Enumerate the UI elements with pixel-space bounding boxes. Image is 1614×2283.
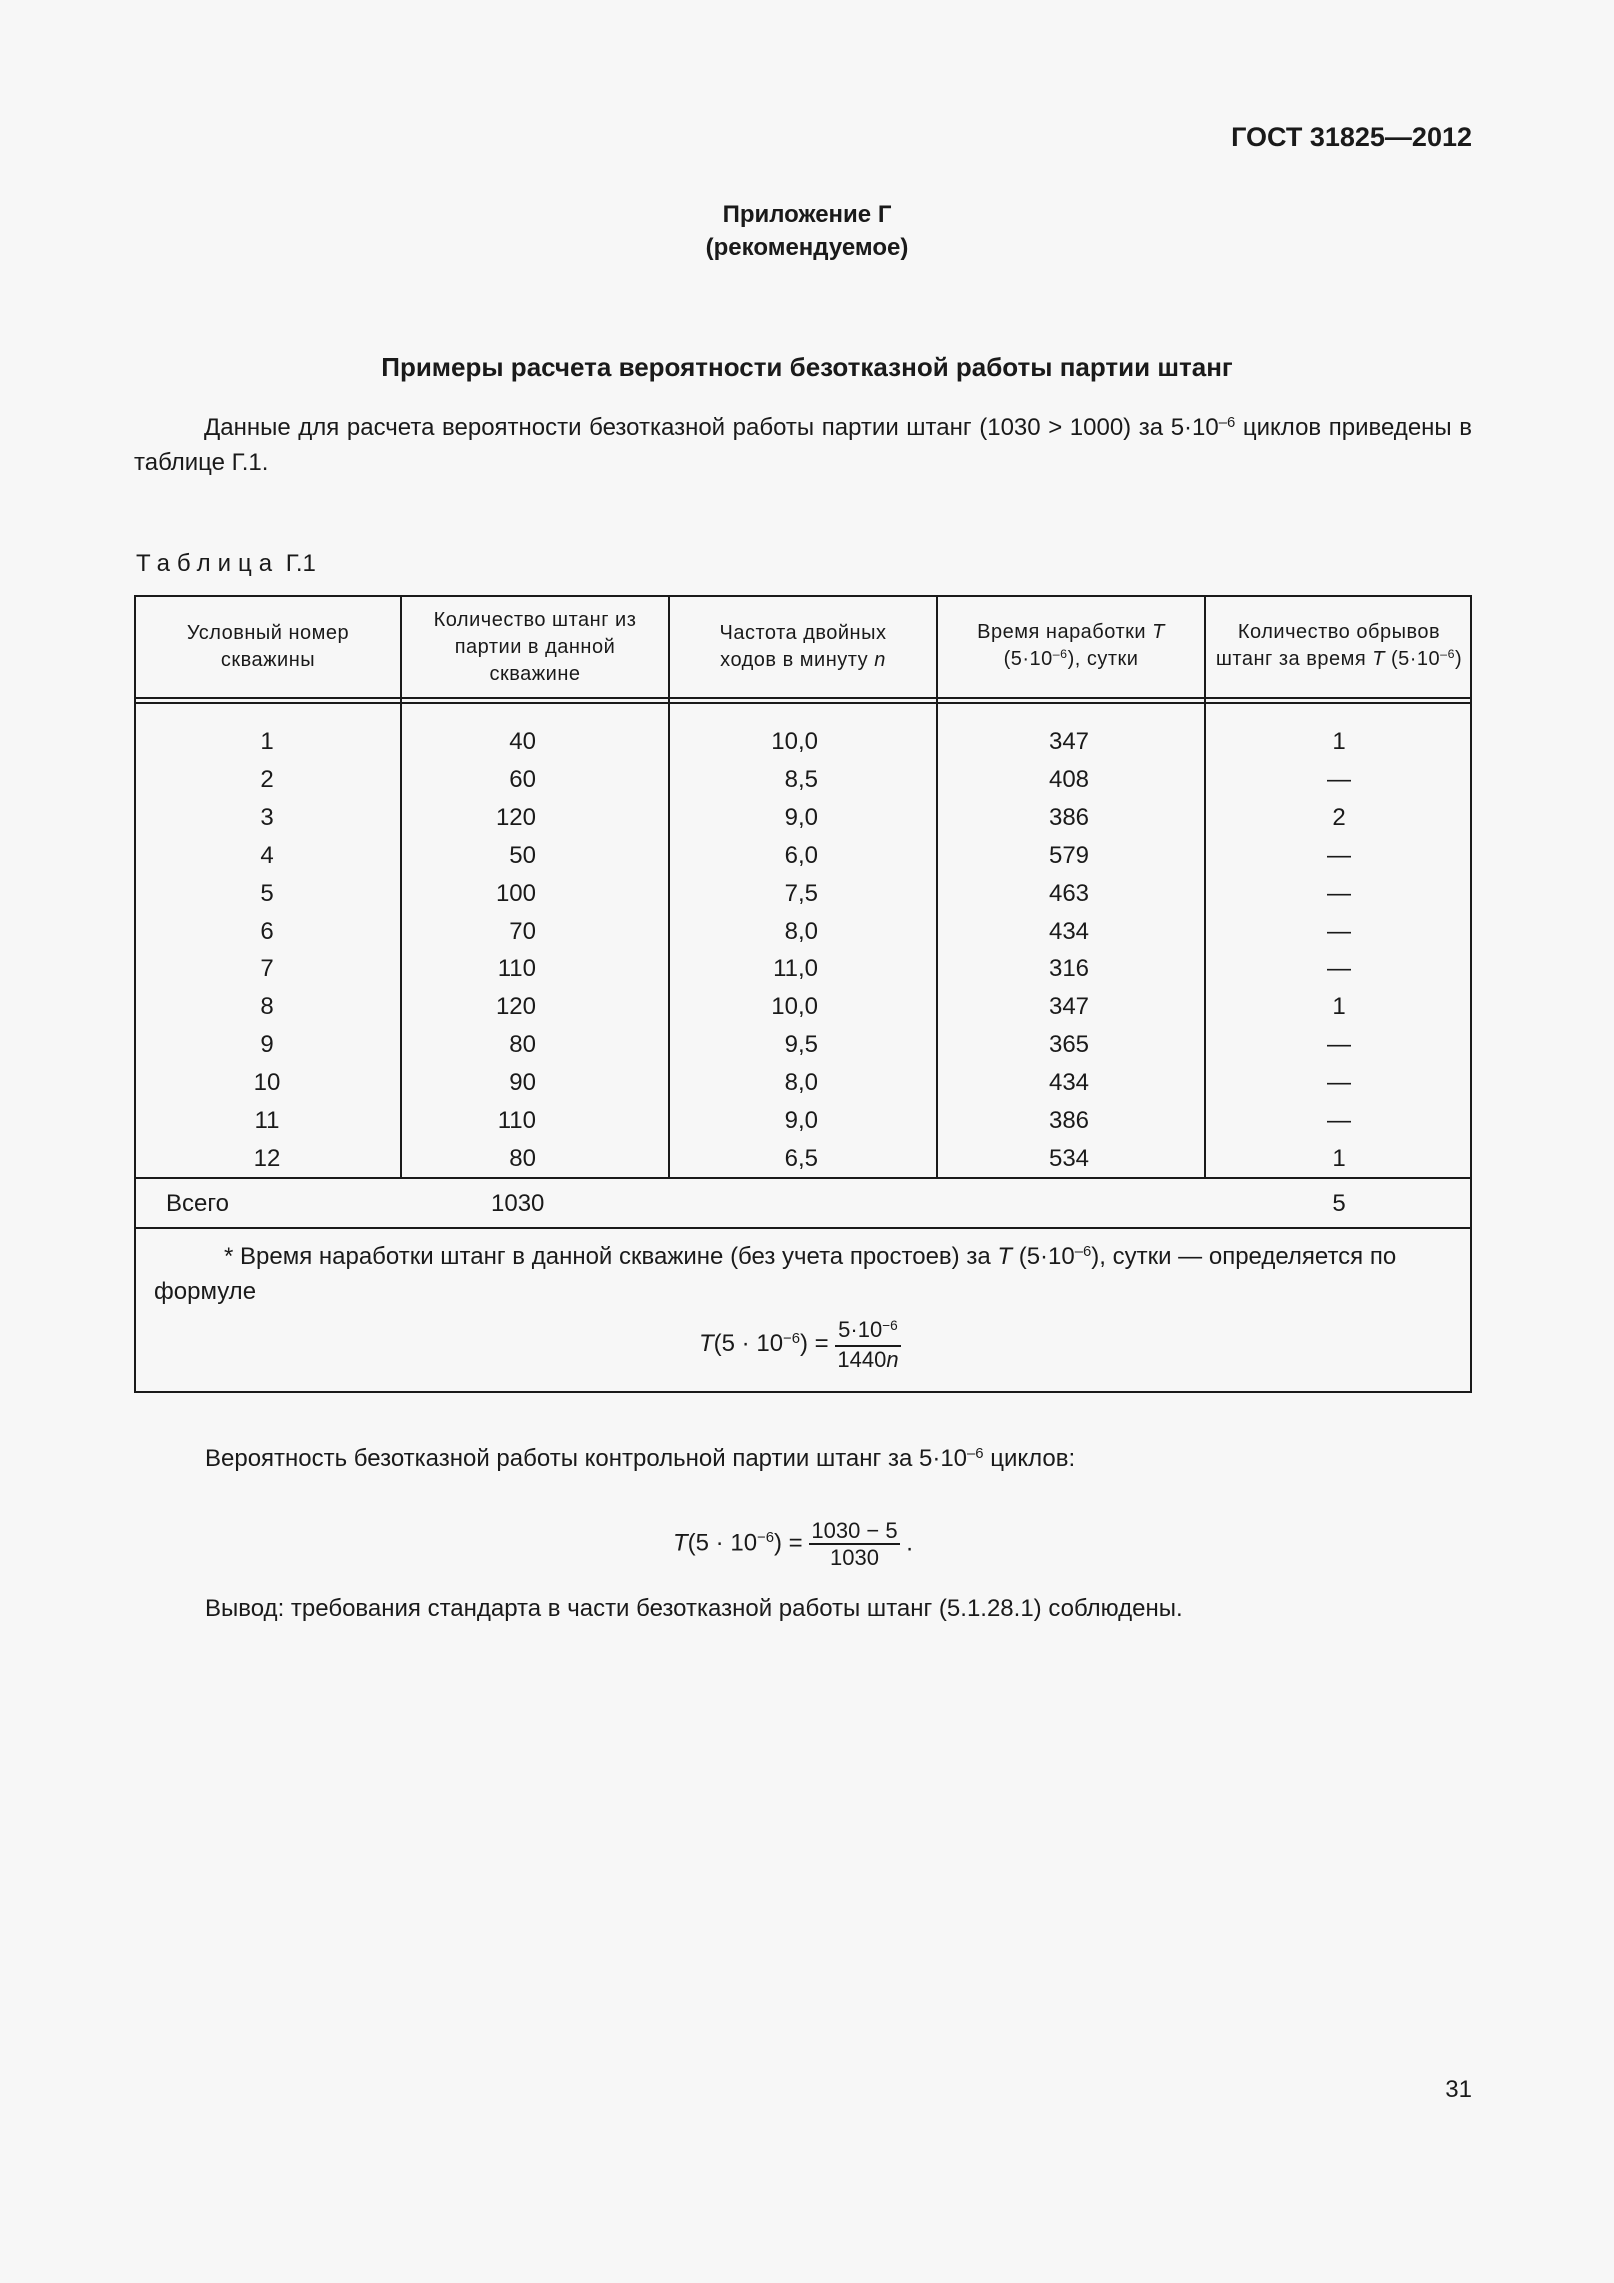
cell-well-number: 7 (260, 955, 274, 983)
formula-numerator (835, 1317, 900, 1347)
table-row (136, 1140, 1470, 1178)
formula-denominator (835, 1347, 900, 1372)
intro-paragraph (134, 412, 1472, 479)
table-row (136, 913, 1470, 951)
cell-rod-count: 110 (497, 1107, 536, 1134)
header-stroke-frequency (670, 597, 936, 697)
table-row (136, 761, 1470, 799)
cell-rod-count: 70 (509, 917, 536, 945)
probability-formula (673, 1518, 913, 1570)
data-table (134, 595, 1472, 1393)
cell-rod-count: 120 (495, 993, 536, 1021)
cell-stroke-frequency: 11,0 (773, 955, 818, 983)
cell-operating-time: 579 (1048, 841, 1090, 869)
cell-break-count: — (1327, 1031, 1351, 1059)
cell-well-number: 4 (260, 841, 274, 869)
cell-stroke-frequency: 6,0 (784, 841, 818, 869)
table-row (136, 1102, 1470, 1140)
cell-break-count: — (1327, 955, 1351, 983)
header-rod-count-text: Количество штанг из партии в данной скважине (433, 608, 637, 685)
cell-operating-time: 347 (1048, 728, 1090, 755)
probability-fraction (809, 1518, 899, 1570)
header-break-count (1206, 597, 1472, 697)
probability-formula-end: . (906, 1529, 913, 1557)
probability-text-tail: циклов: (983, 1445, 1076, 1472)
appendix-title: Приложение Г (722, 201, 892, 228)
cell-operating-time: 534 (1048, 1144, 1090, 1172)
cell-well-number: 10 (253, 1069, 281, 1097)
cell-break-count: 1 (1332, 728, 1346, 755)
header-operating-time-label: Время наработки (977, 621, 1153, 643)
table-note (154, 1241, 1452, 1308)
header-stroke-frequency-var: n (874, 649, 886, 671)
page-number: 31 (1445, 2076, 1472, 2103)
header-operating-time-tail: ), сутки (1067, 648, 1139, 670)
cell-operating-time: 365 (1048, 1031, 1090, 1059)
table-row (136, 1026, 1470, 1064)
probability-denominator: 1030 (830, 1545, 879, 1570)
probability-formula-close: ) = (774, 1529, 803, 1557)
table-note-text: * Время наработки штанг в данной скважине (без учета простоев) за (224, 1243, 998, 1270)
cell-stroke-frequency: 7,5 (784, 879, 818, 907)
cell-operating-time: 386 (1048, 1107, 1090, 1134)
intro-text-tail: циклов приведены в таблице Г.1. (134, 414, 1473, 476)
cell-rod-count: 80 (509, 1144, 536, 1172)
section-heading: Примеры расчета вероятности безотказной работы партии штанг (381, 352, 1233, 382)
cell-well-number: 2 (260, 765, 274, 793)
cell-stroke-frequency: 6,5 (784, 1144, 818, 1172)
cell-rod-count: 50 (509, 841, 536, 869)
cell-stroke-frequency: 8,0 (784, 1069, 818, 1097)
cell-stroke-frequency: 8,0 (784, 917, 818, 945)
header-operating-time-var: T (1152, 621, 1165, 643)
table-row (136, 875, 1470, 913)
cell-well-number: 3 (260, 803, 274, 831)
cell-operating-time: 316 (1048, 955, 1090, 983)
header-break-count-var: T (1372, 648, 1385, 670)
formula-lhs-exp: −6 (783, 1330, 801, 1347)
table-note-paren: (5·10 (1018, 1243, 1075, 1270)
cell-rod-count: 60 (509, 765, 536, 793)
cell-rod-count: 120 (495, 803, 536, 831)
cell-stroke-frequency: 8,5 (784, 765, 818, 793)
header-break-count-paren: (5·10 (1384, 648, 1441, 670)
header-rule-top (136, 697, 1470, 699)
intro-exponent: –6 (1218, 414, 1236, 431)
formula-denominator-var: n (886, 1347, 899, 1372)
cell-break-count: — (1327, 1069, 1351, 1097)
cell-well-number: 1 (260, 728, 274, 755)
cell-rod-count: 110 (497, 955, 536, 983)
cell-operating-time: 434 (1048, 1069, 1090, 1097)
cell-break-count: — (1327, 765, 1351, 793)
header-break-count-tail: ) (1454, 648, 1463, 670)
cell-break-count: 1 (1332, 993, 1346, 1021)
total-count: 1030 (491, 1190, 545, 1217)
cell-break-count: — (1327, 917, 1351, 945)
cell-stroke-frequency: 9,0 (784, 803, 818, 831)
probability-formula-exp: −6 (757, 1530, 775, 1547)
table-row (136, 799, 1470, 837)
cell-rod-count: 40 (509, 728, 536, 755)
cell-break-count: 1 (1332, 1144, 1346, 1172)
appendix-title-block (0, 198, 1614, 264)
table-note-tail: ), сутки — определяется по формуле (154, 1243, 1397, 1305)
formula-numerator-base: 5·10 (838, 1317, 883, 1342)
header-break-count-exp: –6 (1440, 647, 1455, 662)
cell-break-count: — (1327, 1107, 1351, 1134)
cell-well-number: 11 (254, 1107, 280, 1134)
header-rod-count (402, 597, 668, 697)
cell-stroke-frequency: 9,5 (784, 1031, 818, 1059)
table-row (136, 837, 1470, 875)
formula-numerator-exp: −6 (882, 1317, 898, 1333)
appendix-status: (рекомендуемое) (705, 234, 909, 261)
header-well-number-text: Условный номер скважины (186, 622, 350, 671)
table-note-var: T (997, 1243, 1013, 1270)
total-breaks: 5 (1332, 1190, 1346, 1217)
cell-stroke-frequency: 10,0 (771, 728, 818, 755)
cell-operating-time: 408 (1048, 765, 1090, 793)
cell-stroke-frequency: 9,0 (784, 1107, 818, 1134)
header-break-count-label: Количество обрывов штанг за время (1215, 621, 1441, 670)
table-caption-number: Г.1 (285, 550, 316, 577)
cell-rod-count: 100 (495, 879, 536, 907)
cell-well-number: 6 (260, 917, 274, 945)
probability-text-body: Вероятность безотказной работы контрольной партии штанг за 5·10 (205, 1445, 968, 1472)
header-stroke-frequency-label: Частота двойных ходов в минуту (719, 622, 887, 671)
cell-well-number: 5 (260, 879, 274, 907)
probability-text-exp: –6 (967, 1445, 984, 1462)
standard-id: ГОСТ 31825—2012 (1231, 122, 1472, 152)
header-well-number (136, 597, 400, 697)
header-stroke-frequency-text (703, 620, 903, 674)
intro-text: Данные для расчета вероятности безотказной работы партии штанг (1030 > 1000) за 5·10 (204, 414, 1219, 441)
cell-operating-time: 386 (1048, 803, 1090, 831)
cell-rod-count: 80 (509, 1031, 536, 1059)
formula-lhs-paren: (5 · 10 (713, 1329, 784, 1357)
cell-break-count: — (1327, 879, 1351, 907)
table-row (136, 988, 1470, 1026)
header-break-count-text (1214, 619, 1464, 675)
table-row (136, 723, 1470, 761)
table-row (136, 950, 1470, 988)
cell-stroke-frequency: 10,0 (771, 993, 818, 1021)
cell-well-number: 8 (260, 993, 274, 1021)
cell-rod-count: 90 (509, 1069, 536, 1097)
header-operating-time (938, 597, 1204, 697)
total-row (136, 1179, 1470, 1229)
operating-time-formula (699, 1317, 901, 1372)
conclusion-text: Вывод: требования стандарта в части безотказной работы штанг (5.1.28.1) соблюдены. (205, 1595, 1183, 1622)
probability-formula-paren: (5 · 10 (687, 1529, 758, 1557)
formula-lhs-var: T (699, 1329, 714, 1357)
cell-operating-time: 434 (1048, 917, 1090, 945)
formula-fraction (835, 1317, 900, 1372)
total-label: Всего (166, 1190, 229, 1217)
probability-text (205, 1445, 1075, 1473)
header-operating-time-exp: –6 (1052, 647, 1068, 662)
table-caption-label: Таблица (136, 550, 280, 577)
table-caption (136, 550, 316, 578)
cell-operating-time: 347 (1048, 993, 1090, 1021)
cell-break-count: 2 (1332, 803, 1346, 831)
formula-lhs-close: ) = (800, 1329, 829, 1357)
formula-denominator-value: 1440 (837, 1347, 887, 1372)
table-row (136, 1064, 1470, 1102)
cell-break-count: — (1327, 841, 1351, 869)
cell-well-number: 12 (253, 1144, 281, 1172)
header-operating-time-text (971, 619, 1171, 675)
probability-formula-var: T (673, 1529, 688, 1557)
header-rule-bottom (136, 702, 1470, 704)
table-note-exp: –6 (1074, 1243, 1092, 1260)
header-operating-time-paren: (5·10 (1003, 648, 1053, 670)
probability-numerator: 1030 − 5 (811, 1518, 898, 1543)
cell-operating-time: 463 (1048, 879, 1090, 907)
cell-well-number: 9 (260, 1031, 274, 1059)
